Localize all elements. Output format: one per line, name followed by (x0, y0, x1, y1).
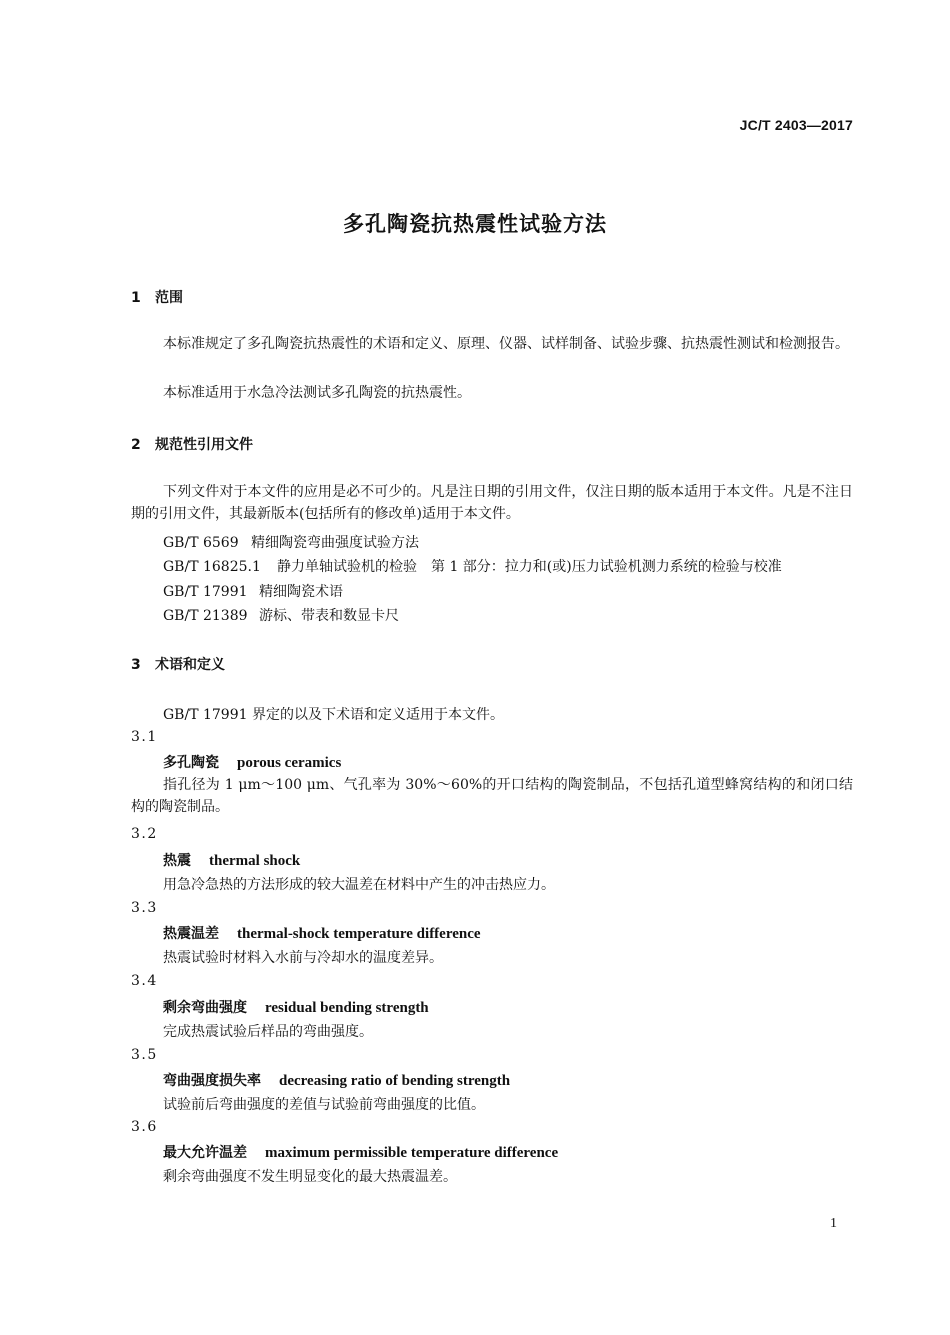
standard-code: JC/T 2403—2017 (739, 117, 853, 133)
section-number: 3 (131, 657, 141, 673)
clause-number: 3.1 (131, 729, 158, 745)
reference-title: 游标、带表和数显卡尺 (259, 608, 399, 624)
term-heading (163, 850, 300, 870)
clause-number: 3.4 (131, 973, 158, 989)
reference-title: 精细陶瓷术语 (259, 584, 343, 600)
clause-number: 3.5 (131, 1047, 158, 1063)
term-english: residual bending strength (265, 1000, 429, 1016)
term-definition: 用急冷急热的方法形成的较大温差在材料中产生的冲击热应力。 (163, 877, 555, 893)
reference-title: 静力单轴试验机的检验 第 1 部分：拉力和(或)压力试验机测力系统的检验与校准 (277, 559, 782, 575)
term-english: thermal shock (209, 853, 301, 869)
term-english: porous ceramics (237, 755, 342, 771)
clause-number: 3.6 (131, 1119, 158, 1135)
term-definition: 试验前后弯曲强度的差值与试验前弯曲强度的比值。 (163, 1097, 485, 1113)
clause-number: 3.2 (131, 826, 158, 842)
section-title: 规范性引用文件 (155, 437, 253, 453)
section-number: 2 (131, 437, 141, 453)
term-definition: 完成热震试验后样品的弯曲强度。 (163, 1024, 373, 1040)
scope-paragraph-1: 本标准规定了多孔陶瓷抗热震性的术语和定义、原理、仪器、试样制备、试验步骤、抗热震性测试和检测报告。 (163, 336, 849, 352)
reference-item (163, 532, 419, 552)
term-chinese: 多孔陶瓷 (163, 755, 219, 771)
section-title: 术语和定义 (155, 657, 225, 673)
term-heading (163, 923, 481, 943)
section-3-heading (131, 654, 225, 674)
reference-code: GB/T 21389 (163, 608, 248, 624)
section-title: 范围 (155, 290, 183, 306)
reference-code: GB/T 17991 (163, 584, 248, 600)
term-chinese: 剩余弯曲强度 (163, 1000, 247, 1016)
clause-number: 3.3 (131, 900, 158, 916)
term-definition: 热震试验时材料入水前与冷却水的温度差异。 (163, 950, 443, 966)
term-definition: 剩余弯曲强度不发生明显变化的最大热震温差。 (163, 1169, 457, 1185)
term-chinese: 热震温差 (163, 926, 219, 942)
reference-item (163, 605, 399, 625)
section-1-heading (131, 287, 183, 307)
term-definition: 指孔径为 1 μm～100 μm、气孔率为 30%～60%的开口结构的陶瓷制品，不包括孔道型蜂窝结构的和闭口结构的陶瓷制品。 (131, 777, 853, 815)
terms-intro: GB/T 17991 界定的以及下术语和定义适用于本文件。 (163, 707, 504, 723)
term-chinese: 弯曲强度损失率 (163, 1073, 261, 1089)
term-heading (163, 1142, 558, 1162)
document-title: 多孔陶瓷抗热震性试验方法 (343, 212, 607, 236)
reference-title: 精细陶瓷弯曲强度试验方法 (251, 535, 419, 551)
scope-paragraph-2: 本标准适用于水急冷法测试多孔陶瓷的抗热震性。 (163, 385, 471, 401)
reference-item (163, 581, 343, 601)
term-chinese: 最大允许温差 (163, 1145, 247, 1161)
reference-item (163, 556, 782, 576)
term-heading (163, 997, 429, 1017)
term-chinese: 热震 (163, 853, 191, 869)
term-heading (163, 1070, 510, 1090)
term-english: maximum permissible temperature difference (265, 1145, 559, 1161)
section-2-heading (131, 434, 253, 454)
reference-code: GB/T 16825.1 (163, 559, 261, 575)
term-english: thermal-shock temperature difference (237, 926, 481, 942)
section-number: 1 (131, 290, 141, 306)
term-english: decreasing ratio of bending strength (279, 1073, 511, 1089)
reference-code: GB/T 6569 (163, 535, 239, 551)
term-heading (163, 752, 341, 772)
normative-references-intro: 下列文件对于本文件的应用是必不可少的。凡是注日期的引用文件，仅注日期的版本适用于本文件。凡是不注日期的引用文件，其最新版本(包括所有的修改单)适用于本文件。 (131, 484, 853, 522)
page-number: 1 (830, 1216, 837, 1231)
